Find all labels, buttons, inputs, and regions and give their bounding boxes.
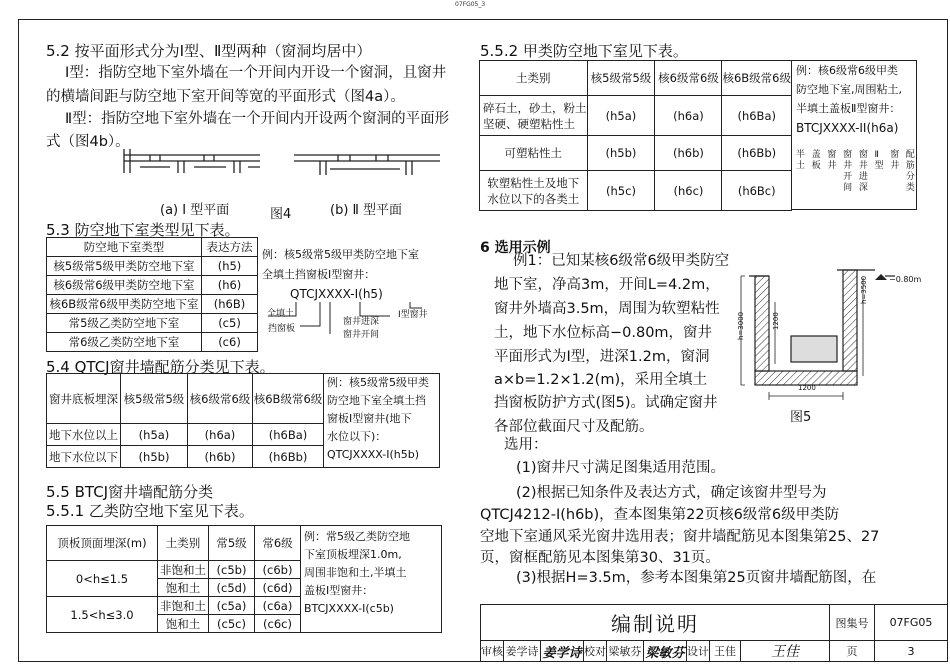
title-block-title: 编制说明 [481, 605, 830, 641]
checker-signature: 梁敏芬 [645, 645, 685, 661]
t552-cell: (h6Bc) [722, 171, 792, 211]
note-5-3-line2: 全填土挡窗板Ⅰ型窗井： [262, 268, 376, 281]
t552-header: 核5级常5级 [587, 61, 655, 96]
t54-cell: (h6Ba) [253, 424, 324, 446]
para-type2-line2: 式（图4b）。 [46, 134, 130, 150]
design-label: 设计 [687, 641, 710, 662]
example-line-5: 平面形式为Ⅰ型，进深1.2m，窗洞 [494, 349, 710, 365]
t551-c5: (c5d) [209, 579, 255, 597]
page-code: 07FG05_3 [455, 1, 486, 8]
note-5-5-2-line1: 例：核6级常6级甲类 [796, 64, 898, 77]
t53-cell: (h6B) [202, 295, 258, 314]
select-step-2-line2: QTCJ4212-I(h6b)，查本图集第22页核6级常6级甲类防 [480, 507, 840, 523]
t53-cell: 核5级常5级甲类防空地下室 [47, 257, 202, 276]
legend-half-fill: 半土 [796, 150, 806, 171]
page-number: 3 [875, 641, 948, 662]
note-5-5-1-line1: 例：常5级乙类防空地 [304, 530, 410, 543]
table-row [47, 257, 258, 276]
table-row [47, 333, 258, 352]
title-block [480, 604, 948, 662]
t551-c6: (c6c) [255, 615, 301, 633]
t53-header: 表达方法 [202, 238, 258, 257]
para-type1-line2: 的横墙间距与防空地下室开间等宽的平面形式（图4a）。 [46, 89, 405, 105]
label-shield-plate: 挡窗板 [268, 324, 296, 334]
t552-soil: 可塑粘性土 [480, 136, 588, 171]
t54-header: 核6级常6级 [188, 374, 253, 424]
section-5-2-heading: 5.2 按平面形式分为Ⅰ型、Ⅱ型两种（窗洞均居中） [46, 42, 372, 60]
reviewer-signature-cell [541, 641, 584, 662]
t552-soil-line1: 软塑粘性土及地下 [487, 175, 580, 190]
fig5-height-label: h=3500 [860, 275, 868, 304]
reviewer-signature: 姜学诗 [542, 645, 582, 661]
note-5-5-2-legend [796, 150, 914, 194]
section-5-5-2-heading: 5.5.2 甲类防空地下室见下表。 [480, 42, 688, 60]
fig5-label: 图5 [790, 410, 812, 425]
note-5-5-1-line5: BTCJXXXX-I(c5b) [304, 602, 394, 615]
legend-well-depth: 窗井进深 [858, 150, 868, 193]
t551-header: 常5级 [209, 526, 255, 561]
t551-header: 土类别 [158, 526, 209, 561]
t551-c6: (c6d) [255, 579, 301, 597]
t551-c6: (c6a) [255, 597, 301, 615]
example-line-2: 地下室，净高3m，开间L=4.2m， [494, 277, 720, 293]
t552-cell: (h5b) [587, 136, 655, 171]
example-line-8: 各部位截面尺寸及配筋。 [494, 419, 654, 435]
check-label: 校对 [584, 641, 607, 662]
t552-cell: (h6Bb) [722, 136, 792, 171]
t54-cell: (h6b) [188, 446, 253, 468]
t54-header: 核5级常5级 [121, 374, 188, 424]
t552-cell: (h6c) [655, 171, 722, 211]
table-5-5-1 [46, 525, 442, 633]
legend-reinforcement-class: 配筋分类 [905, 150, 915, 193]
select-label: 选用： [504, 437, 548, 453]
note-5-5-2-line3: 半填土盖板Ⅱ型窗井： [796, 102, 901, 115]
select-step-2-line3: 空地下室通风采光窗井选用表；窗井墙配筋见本图集第25、27 [480, 529, 880, 545]
note-5-4-line2: 防空地下室全填土挡 [327, 394, 426, 407]
table-row [47, 314, 258, 333]
designer-signature: 王佳 [771, 644, 799, 660]
t54-cell: (h6a) [188, 424, 253, 446]
t53-cell: 核6级常6级甲类防空地下室 [47, 276, 202, 295]
section-5-3-heading: 5.3 防空地下室类型见下表。 [46, 221, 240, 239]
checker-signature-cell [644, 641, 687, 662]
fig5-level-label: −0.80m [889, 275, 922, 284]
section-5-5-heading: 5.5 BTCJ窗井墙配筋分类 [46, 483, 214, 501]
t54-header: 窗井底板埋深 [47, 374, 121, 424]
t551-c6: (c6b) [255, 561, 301, 579]
t551-c5: (c5a) [209, 597, 255, 615]
t54-cell: 地下水位以上 [47, 424, 121, 446]
t551-c5: (c5b) [209, 561, 255, 579]
fig5-height2-label: h=3000 [737, 311, 745, 340]
reviewer-name: 姜学诗 [504, 641, 541, 662]
t552-cell: (h5c) [587, 171, 655, 211]
note-5-5-2-code: BTCJXXXX-II(h6a) [796, 121, 899, 135]
legend-cover-plate: 盖板 [811, 150, 821, 171]
atlas-number-label: 图集号 [830, 605, 875, 641]
t552-soil-line2: 水位以下的各类土 [487, 191, 580, 206]
example-line-7: 挡窗板防护方式(图5)。试确定窗井 [494, 395, 718, 411]
label-well-depth: 窗井进深 [343, 317, 380, 327]
t552-header: 土类别 [480, 61, 588, 96]
fig5-width-label: 1200 [798, 384, 816, 392]
fig4b-plan-drawing [290, 145, 445, 197]
t54-note-cell [324, 374, 440, 468]
t53-cell: (h6) [202, 276, 258, 295]
fig4a-plan-drawing [110, 145, 270, 197]
t551-c5: (c5c) [209, 615, 255, 633]
t53-cell: (c6) [202, 333, 258, 352]
fig4-label: 图4 [270, 207, 292, 222]
note-5-3-line1: 例：核5级常5级甲类防空地下室 [262, 248, 419, 261]
atlas-number: 07FG05 [875, 605, 948, 641]
t54-cell: (h5a) [121, 424, 188, 446]
t53-cell: 常6级乙类防空地下室 [47, 333, 202, 352]
note-5-4-line3: 窗板Ⅰ型窗井(地下 [327, 412, 412, 425]
designer-signature-cell [741, 641, 830, 662]
t551-soil: 饱和土 [158, 579, 209, 597]
note-5-4-line5: QTCJXXXX-I(h5b) [327, 448, 420, 461]
legend-type2: Ⅱ型 [874, 150, 884, 171]
legend-well: 窗井 [827, 150, 837, 171]
t552-soil-line1: 碎石土，砂土，粉土 [483, 100, 587, 115]
designer-name: 王佳 [710, 641, 741, 662]
note-5-5-1-line4: 盖板Ⅰ型窗井： [304, 584, 374, 597]
t551-header: 顶板顶面埋深(m) [47, 526, 158, 561]
t551-soil: 非饱和土 [158, 561, 209, 579]
select-step-2-line1: (2)根据已知条件及表达方式，确定该窗井型号为 [516, 485, 827, 501]
t552-soil-line2: 坚硬、硬塑粘性土 [483, 116, 575, 131]
para-type1-line1: Ⅰ型：指防空地下室外墙在一个开间内开设一个窗洞，且窗井 [65, 65, 447, 81]
t552-cell: (h6Ba) [722, 96, 792, 136]
t551-soil: 非饱和土 [158, 597, 209, 615]
t552-cell: (h6b) [655, 136, 722, 171]
legend-well-span: 窗井开间 [843, 150, 853, 193]
table-5-5-2 [479, 60, 792, 211]
t53-header: 防空地下室类型 [47, 238, 202, 257]
fig4b-caption: (b) Ⅱ 型平面 [330, 203, 403, 218]
t53-cell: 常5级乙类防空地下室 [47, 314, 202, 333]
example-line-4: 土，地下水位标高−0.80m，窗井 [494, 325, 713, 341]
table-row [480, 96, 792, 136]
t54-cell: (h5b) [121, 446, 188, 468]
table-row [47, 295, 258, 314]
note-5-5-1-line2: 下室顶板埋深1.0m, [304, 548, 402, 561]
t54-cell: (h6Bb) [253, 446, 324, 468]
t551-range: 0<h≤1.5 [47, 561, 158, 597]
example-line-6: a×b=1.2×1.2(m)，采用全填土 [494, 372, 708, 388]
t53-cell: 核6B级常6级甲类防空地下室 [47, 295, 202, 314]
page-label: 页 [830, 641, 875, 662]
section-5-5-1-heading: 5.5.1 乙类防空地下室见下表。 [46, 502, 254, 520]
table-5-3 [46, 237, 258, 352]
note-5-4-line1: 例：核5级常5级甲类 [327, 376, 429, 389]
select-step-2-line4: 页，窗框配筋见本图集第30、31页。 [480, 550, 720, 566]
label-full-fill: 全填土 [267, 309, 295, 319]
section-6-heading: 6 选用示例 [480, 240, 551, 256]
t551-range: 1.5<h≤3.0 [47, 597, 158, 633]
review-label: 审核 [481, 641, 504, 662]
example-line-3: 窗井外墙高3.5m，周围为软塑粘性 [494, 301, 720, 317]
t53-cell: (c5) [202, 314, 258, 333]
checker-name: 梁敏芬 [607, 641, 644, 662]
t552-cell: (h5a) [587, 96, 655, 136]
legend-well-2: 窗井 [890, 150, 900, 171]
note-5-3-code: QTCJXXXX-I(h5) [290, 287, 383, 301]
table-row [480, 171, 792, 211]
para-type2-line1: Ⅱ型：指防空地下室外墙在一个开间内开设两个窗洞的平面形 [65, 111, 450, 127]
table-row [47, 276, 258, 295]
label-well-span: 窗井开间 [343, 330, 380, 340]
t552-cell: (h6a) [655, 96, 722, 136]
note-5-5-1-line3: 周围非饱和土,半填土 [304, 566, 407, 579]
note-5-4-line4: 水位以下)： [327, 430, 387, 443]
t552-header: 核6级常6级 [655, 61, 722, 96]
select-step-1: (1)窗井尺寸满足图集适用范围。 [516, 460, 726, 476]
section-5-4-heading: 5.4 QTCJ窗井墙配筋分类见下表。 [46, 358, 275, 376]
t53-cell: (h5) [202, 257, 258, 276]
table-row [480, 136, 792, 171]
t551-note-cell [301, 526, 442, 633]
t552-soil [480, 171, 588, 211]
t54-header: 核6B级常6级 [253, 374, 324, 424]
note-5-5-2-line2: 防空地下室,周围粘土, [796, 83, 902, 96]
t552-header: 核6B级常6级 [722, 61, 792, 96]
fig4a-caption: (a) Ⅰ 型平面 [160, 203, 230, 218]
table-5-4 [46, 373, 440, 468]
t551-header: 常6级 [255, 526, 301, 561]
example-line-1: 例1：已知某核6级常6级甲类防空 [513, 253, 730, 269]
t551-soil: 饱和土 [158, 615, 209, 633]
select-step-3: (3)根据H=3.5m，参考本图集第25页窗井墙配筋图，在 [516, 570, 877, 586]
fig5-height3-label: 1200 [772, 312, 780, 330]
t552-soil [480, 96, 588, 136]
t54-cell: 地下水位以下 [47, 446, 121, 468]
label-type1-well: Ⅰ型窗井 [398, 310, 428, 320]
